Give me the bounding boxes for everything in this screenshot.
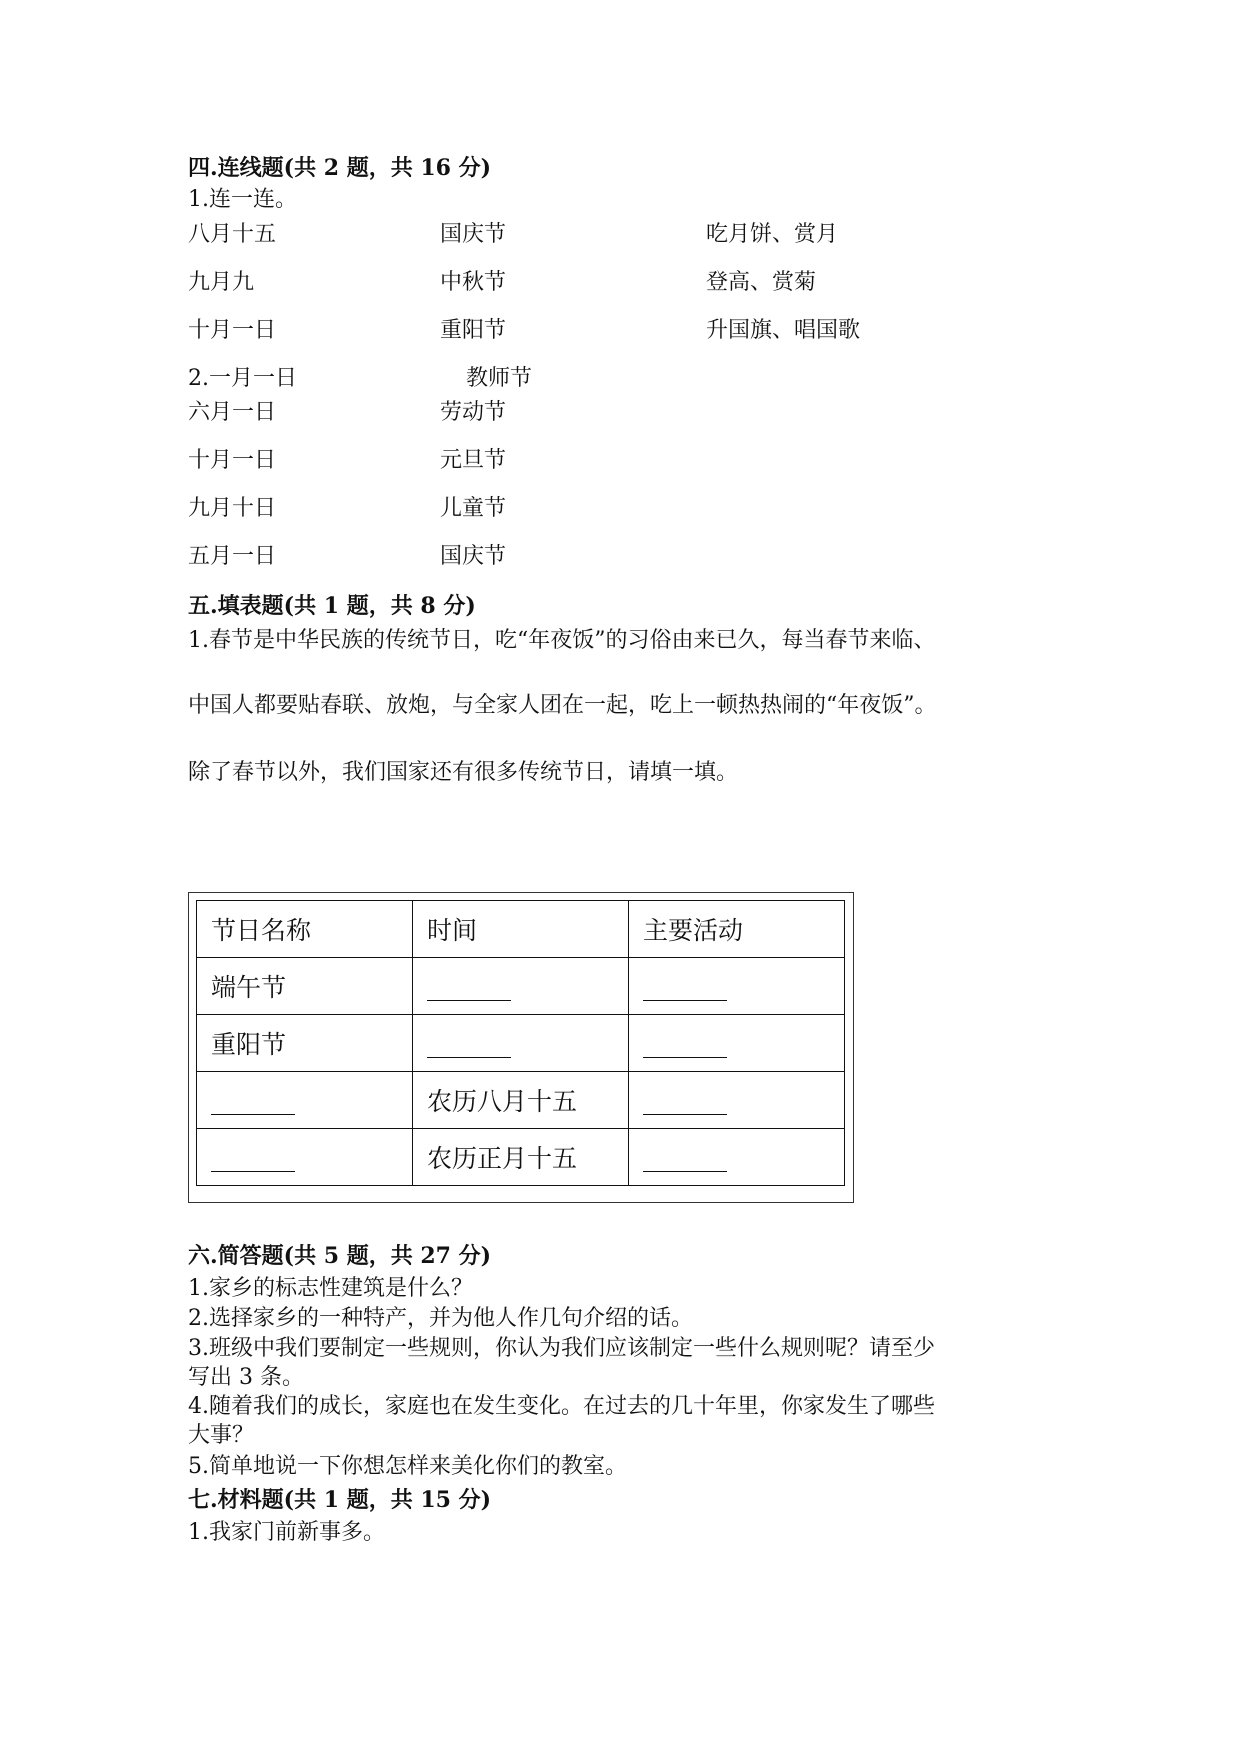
answer-blank[interactable] (211, 1149, 295, 1172)
table-header-cell: 节日名称 (197, 901, 413, 958)
match-date: 五月一日 (188, 544, 277, 569)
table-header-cell: 时间 (413, 901, 629, 958)
match-festival: 教师节 (466, 366, 533, 391)
question-line: 写出 3 条。 (188, 1365, 304, 1390)
match-festival: 元旦节 (440, 448, 507, 473)
match-festival: 中秋节 (440, 270, 507, 295)
table-cell: 端午节 (197, 958, 413, 1015)
paragraph: 除了春节以外，我们国家还有很多传统节日，请填一填。 (188, 760, 739, 785)
table-cell (629, 1129, 845, 1186)
answer-blank[interactable] (427, 978, 511, 1001)
answer-blank[interactable] (643, 1092, 727, 1115)
table-cell (413, 958, 629, 1015)
table-cell (413, 1015, 629, 1072)
match-date: 2.一月一日 (188, 366, 297, 391)
paragraph: 中国人都要贴春联、放炮，与全家人团在一起，吃上一顿热热闹的“年夜饭”。 (188, 693, 937, 718)
match-festival: 国庆节 (440, 544, 507, 569)
match-festival: 重阳节 (440, 318, 507, 343)
question-line: 3.班级中我们要制定一些规则，你认为我们应该制定一些什么规则呢？请至少 (188, 1336, 935, 1361)
answer-blank[interactable] (643, 1035, 727, 1058)
table-cell (629, 1015, 845, 1072)
table-cell (629, 958, 845, 1015)
match-date: 十月一日 (188, 318, 277, 343)
question-line: 4.随着我们的成长，家庭也在发生变化。在过去的几十年里，你家发生了哪些 (188, 1394, 935, 1419)
match-festival: 儿童节 (440, 496, 507, 521)
table-cell (197, 1072, 413, 1129)
match-festival: 国庆节 (440, 222, 507, 247)
section-4-heading: 四.连线题(共 2 题，共 16 分) (188, 155, 492, 181)
answer-blank[interactable] (643, 1149, 727, 1172)
table-row (197, 958, 845, 1015)
answer-blank[interactable] (427, 1035, 511, 1058)
match-activity: 登高、赏菊 (706, 270, 817, 295)
answer-blank[interactable] (211, 1092, 295, 1115)
question-line: 5.简单地说一下你想怎样来美化你们的教室。 (188, 1454, 627, 1479)
match-date: 九月十日 (188, 496, 277, 521)
section-6-heading: 六.简答题(共 5 题，共 27 分) (188, 1243, 492, 1269)
table-header-row (197, 901, 845, 958)
section-5-heading: 五.填表题(共 1 题，共 8 分) (188, 593, 476, 619)
match-date: 十月一日 (188, 448, 277, 473)
table-header-cell: 主要活动 (629, 901, 845, 958)
table-cell (197, 1129, 413, 1186)
question-line: 2.选择家乡的一种特产，并为他人作几句介绍的话。 (188, 1306, 693, 1331)
match-activity: 升国旗、唱国歌 (706, 318, 861, 343)
festival-table (196, 900, 845, 1186)
table-cell (629, 1072, 845, 1129)
question-line: 1.我家门前新事多。 (188, 1520, 385, 1545)
match-festival: 劳动节 (440, 400, 507, 425)
question-line: 1.家乡的标志性建筑是什么？ (188, 1276, 473, 1301)
table-cell: 农历正月十五 (413, 1129, 629, 1186)
table-cell: 重阳节 (197, 1015, 413, 1072)
match-date: 九月九 (188, 270, 255, 295)
table-cell: 农历八月十五 (413, 1072, 629, 1129)
question-line: 大事？ (188, 1423, 255, 1448)
table-row (197, 1015, 845, 1072)
answer-blank[interactable] (643, 978, 727, 1001)
question-4-1-label: 1.连一连。 (188, 187, 297, 212)
section-7-heading: 七.材料题(共 1 题，共 15 分) (188, 1487, 492, 1513)
table-row (197, 1072, 845, 1129)
match-activity: 吃月饼、赏月 (706, 222, 839, 247)
match-date: 六月一日 (188, 400, 277, 425)
match-date: 八月十五 (188, 222, 277, 247)
table-row (197, 1129, 845, 1186)
paragraph: 1.春节是中华民族的传统节日，吃“年夜饭”的习俗由来已久，每当春节来临、 (188, 628, 936, 653)
